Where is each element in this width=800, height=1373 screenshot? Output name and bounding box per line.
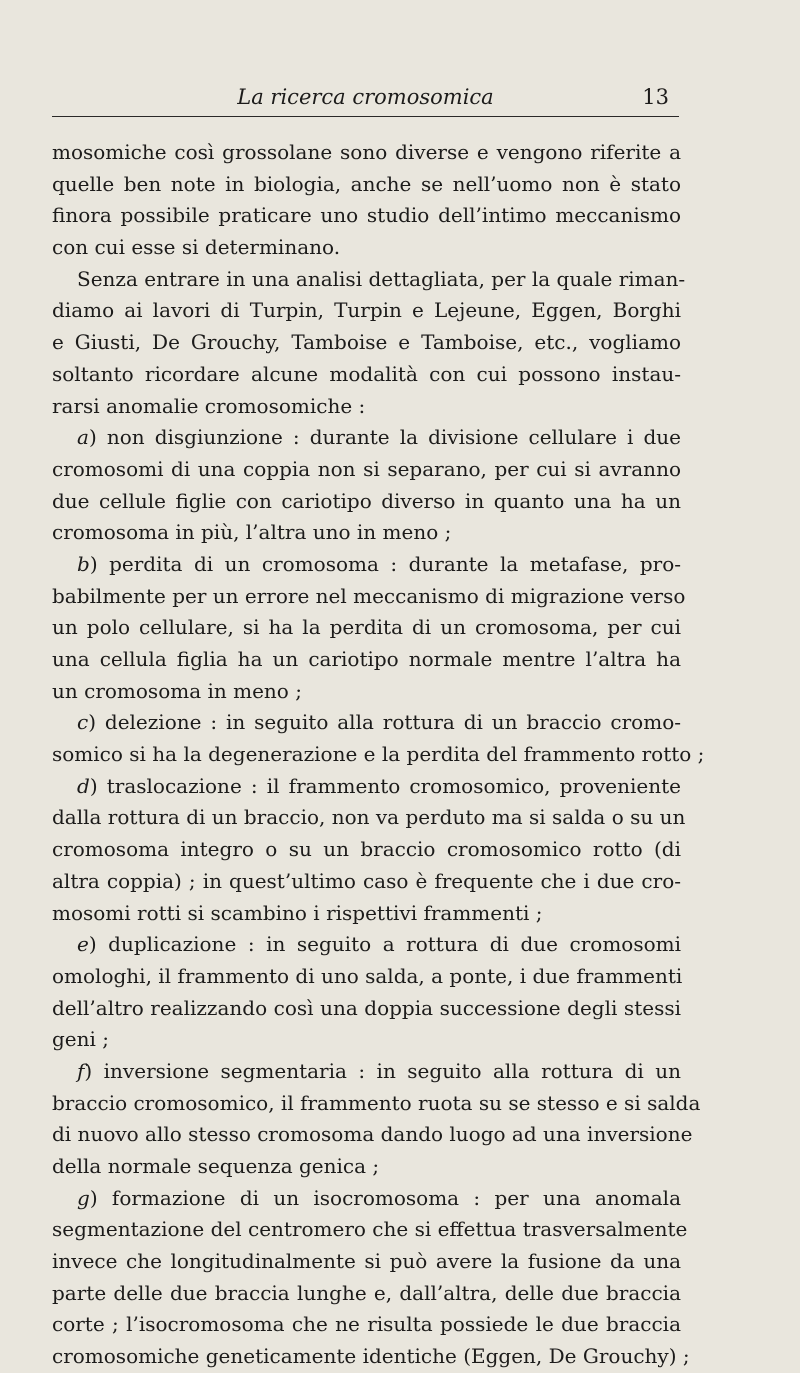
text-line: diamo ai lavori di Turpin, Turpin e Lejeune, Eggen, Borghi: [52, 298, 681, 323]
list-item-g: [52, 1183, 681, 1215]
item-text: ) non disgiunzione : durante la divisione cellulare i due: [88, 425, 681, 450]
text-line: cromosomi di una coppia non si separano, per cui si avranno: [52, 456, 681, 481]
item-text: ) formazione di un isocromosoma : per una anomala: [89, 1185, 681, 1210]
text-line: cromosoma in più, l’altra uno in meno ;: [52, 520, 452, 545]
text-line: invece che longitudinalmente si può avere la fusione da una: [52, 1249, 681, 1274]
item-text: ) traslocazione : il frammento cromosomico, proveniente: [89, 773, 681, 798]
text-line: altra coppia) ; in quest’ultimo caso è frequente che i due cro-: [52, 868, 681, 893]
text-line: una cellula figlia ha un cariotipo normale mentre l’altra ha: [52, 647, 681, 671]
list-item-a: [52, 422, 681, 454]
text-line: di nuovo allo stesso cromosoma dando luogo ad una inversione: [52, 1122, 693, 1147]
text-line: mosomi rotti si scambino i rispettivi frammenti ;: [52, 900, 543, 925]
item-text: ) inversione segmentaria : in seguito alla rottura di un: [84, 1058, 681, 1083]
text-line: somico si ha la degenerazione e la perdita del frammento rotto ;: [52, 742, 705, 767]
text-line: omologhi, il frammento di uno salda, a ponte, i due frammenti: [52, 963, 683, 988]
text-line: corte ; l’isocromosoma che ne risulta possiede le due braccia: [52, 1312, 681, 1337]
text-line: mosomiche così grossolane sono diverse e vengono riferite a: [52, 140, 681, 164]
text-line: della normale sequenza genica ;: [52, 1154, 380, 1178]
text-line: rarsi anomalie cromosomiche :: [52, 393, 366, 418]
item-text: ) perdita di un cromosoma : durante la metafase, pro-: [89, 551, 681, 576]
text-line: geni ;: [52, 1027, 110, 1052]
page-number: 13: [642, 85, 669, 109]
item-letter: g: [77, 1185, 90, 1210]
text-line: un polo cellulare, si ha la perdita di un cromosoma, per cui: [52, 615, 681, 640]
text-line: due cellule figlie con cariotipo diverso in quanto una ha un: [52, 488, 681, 513]
list-item-e: [52, 929, 681, 961]
text-line: Senza entrare in una analisi dettagliata, per la quale riman-: [77, 266, 686, 291]
text-line: finora possibile praticare uno studio dell’intimo meccanismo: [52, 203, 681, 228]
text-line: cromosoma integro o su un braccio cromosomico rotto (di: [52, 837, 681, 862]
text-line: segmentazione del centromero che si effettua trasversalmente: [52, 1217, 688, 1242]
list-item-c: [52, 707, 681, 739]
item-text: ) duplicazione : in seguito a rottura di due cromosomi: [88, 932, 681, 957]
item-letter: a: [77, 425, 89, 450]
item-letter: c: [77, 710, 89, 735]
text-line: babilmente per un errore nel meccanismo di migrazione verso: [52, 583, 686, 608]
body-text: [52, 137, 705, 1373]
list-item-d: [52, 771, 681, 803]
running-title: La ricerca cromosomica: [237, 85, 494, 109]
list-item-b: [52, 549, 681, 581]
text-line: e Giusti, De Grouchy, Tamboise e Tamboise, etc., vogliamo: [52, 330, 681, 355]
item-letter: d: [77, 773, 90, 798]
text-line: soltanto ricordare alcune modalità con cui possono instau-: [52, 361, 681, 386]
text-line: dell’altro realizzando così una doppia successione degli stessi: [52, 995, 681, 1020]
list-item-f: [52, 1056, 681, 1088]
text-line: braccio cromosomico, il frammento ruota su se stesso e si salda: [52, 1090, 701, 1115]
text-line: un cromosoma in meno ;: [52, 678, 302, 703]
item-text: ) delezione : in seguito alla rottura di un braccio cromo-: [88, 710, 681, 735]
text-line: quelle ben note in biologia, anche se nell’uomo non è stato: [52, 171, 681, 196]
item-letter: e: [77, 932, 89, 957]
item-letter: b: [77, 551, 90, 576]
text-line: con cui esse si determinano.: [52, 235, 341, 260]
text-line: parte delle due braccia lunghe e, dall’altra, delle due braccia: [52, 1280, 681, 1305]
text-line: dalla rottura di un braccio, non va perduto ma si salda o su un: [52, 805, 686, 830]
page-header: [52, 84, 679, 117]
item-letter: f: [77, 1058, 85, 1083]
text-line: cromosomiche geneticamente identiche (Eggen, De Grouchy) ;: [52, 1344, 690, 1369]
